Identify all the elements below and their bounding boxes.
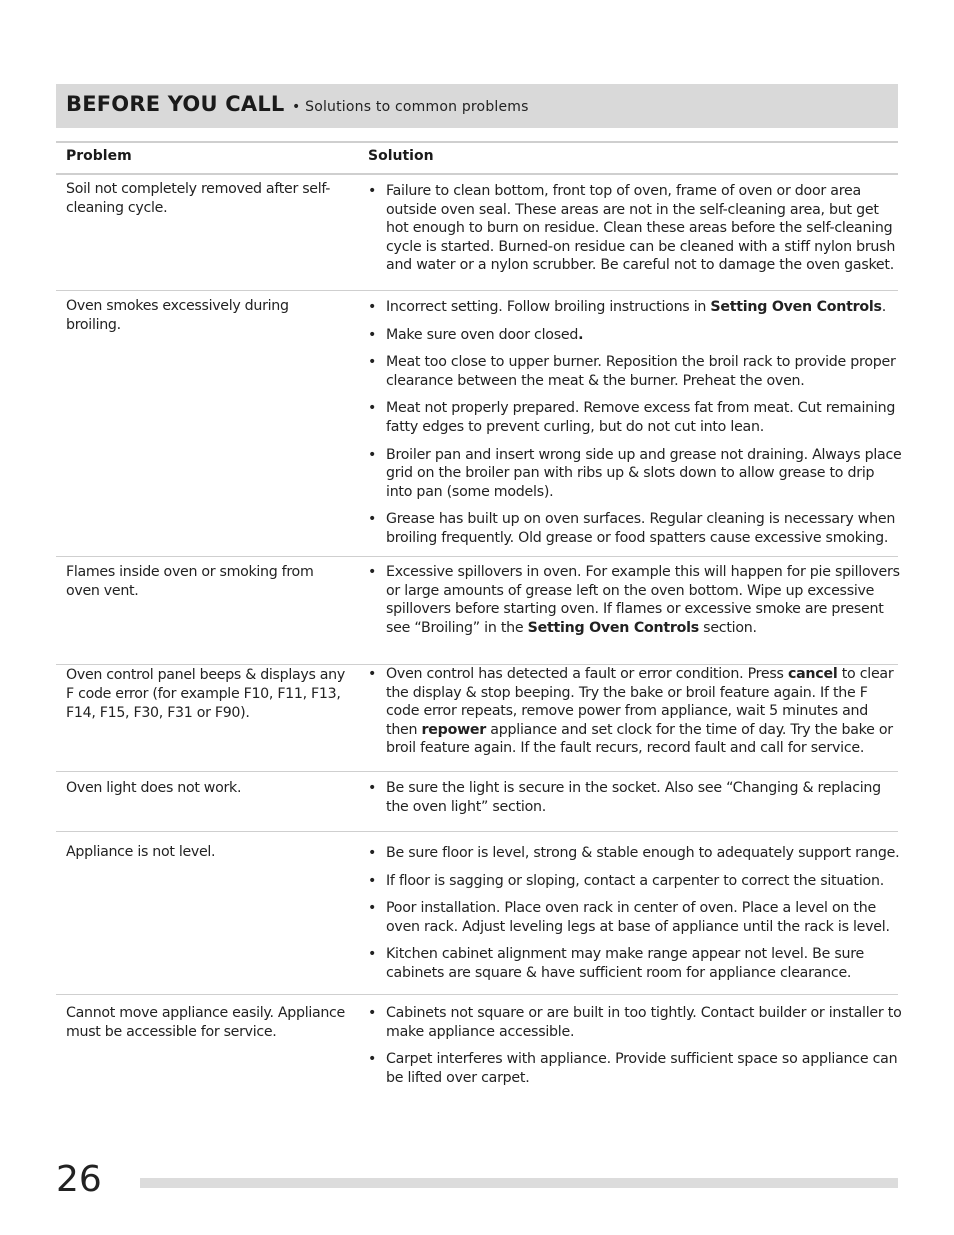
solution-item	[368, 446, 902, 502]
problem-column-header: Problem	[66, 148, 132, 164]
solution-item	[368, 353, 902, 390]
solution-text: Failure to clean bottom, front top of oven, frame of oven or door area outside oven seal. These areas are not in the self-cleaning area, but get hot enough to burn on residue. Clean these areas before the self-cleaning cycle is started. Burned-on residue can be cleaned with a stiff nylon brush and water or a nylon scrubber. Be careful not to damage the oven gasket.	[386, 183, 896, 274]
solution-emphasis: repower	[421, 721, 487, 738]
solution-text: Excessive spillovers in oven. For example this will happen for pie spillovers or large amounts of grease left on the oven bottom. Wipe up excessive spillovers before starting oven. If flames or excessive smoke are present see “Broiling” in the	[386, 564, 900, 636]
solution-text: to clear the display & stop beeping. Try the bake or broil feature again. If the F code error repeats, remove power from appliance, wait 5 minutes and then	[386, 666, 894, 738]
solution-text: Be sure the light is secure in the socket. Also see “Changing & replacing the oven light” section.	[386, 780, 881, 815]
problem-text: Soil not completely removed after self-cleaning cycle.	[66, 181, 331, 216]
solution-list	[368, 298, 902, 557]
solution-list	[368, 182, 902, 284]
footer-bar	[140, 1178, 898, 1188]
solution-text: Meat too close to upper burner. Reposition the broil rack to provide proper clearance between the meat & the burner. Preheat the oven.	[386, 354, 896, 389]
solution-text: Oven control has detected a fault or error condition. Press	[386, 666, 788, 682]
solution-text: Poor installation. Place oven rack in center of oven. Place a level on the oven rack. Adjust leveling legs at base of appliance until the rack is level.	[386, 900, 890, 935]
title-text: BEFORE YOU CALL	[66, 92, 285, 116]
solution-item	[368, 563, 902, 637]
solution-text: .	[881, 299, 886, 315]
solution-text: Meat not properly prepared. Remove excess fat from meat. Cut remaining fatty edges to prevent curling, but do not cut into lean.	[386, 400, 896, 435]
problem-text: Flames inside oven or smoking from oven vent.	[66, 564, 314, 599]
problem-text: Appliance is not level.	[66, 844, 216, 860]
section-subtitle: • Solutions to common problems	[292, 99, 529, 115]
problem-text: Cannot move appliance easily. Appliance must be accessible for service.	[66, 1005, 345, 1040]
troubleshooting-table	[56, 141, 902, 1086]
table-row	[56, 172, 898, 291]
table-row	[56, 771, 898, 832]
page-number: 26	[56, 1159, 102, 1200]
solution-text: Incorrect setting. Follow broiling instructions in	[386, 299, 711, 315]
table-header	[56, 141, 898, 175]
solution-item	[368, 1004, 902, 1041]
solution-text: section.	[698, 619, 757, 636]
section-header	[56, 84, 898, 128]
solution-text: appliance and set clock for the time of day. Try the bake or broil feature again. If the fault recurs, record fault and call for service.	[386, 721, 893, 757]
table-row	[56, 556, 898, 665]
solution-text: If floor is sagging or sloping, contact a carpenter to correct the situation.	[386, 872, 884, 889]
solution-item	[368, 326, 902, 345]
solution-text: Grease has built up on oven surfaces. Regular cleaning is necessary when broiling frequently. Old grease or food spatters cause excessive smoking.	[386, 511, 896, 546]
solution-text: Carpet interferes with appliance. Provide sufficient space so appliance can be lifted over carpet.	[386, 1051, 898, 1086]
solution-emphasis: Setting Oven Controls	[710, 299, 882, 315]
section-title	[66, 92, 529, 116]
solution-item	[368, 399, 902, 436]
problem-text: Oven control panel beeps & displays any F code error (for example F10, F11, F13, F14, F15, F30, F31 or F90).	[66, 667, 345, 721]
solution-text: Make sure oven door closed	[386, 326, 579, 343]
solution-item	[368, 182, 902, 275]
solution-list	[368, 1004, 902, 1096]
solution-text: Kitchen cabinet alignment may make range appear not level. Be sure cabinets are square & have sufficient room for appliance clearance.	[386, 946, 864, 981]
solution-column-header: Solution	[368, 148, 434, 164]
solution-text: Broiler pan and insert wrong side up and grease not draining. Always place grid on the broiler pan with ribs up & slots down to allow grease to drip into pan (some models).	[386, 446, 902, 500]
table-row	[56, 994, 902, 1104]
solution-item	[368, 872, 902, 891]
solution-text: Cabinets not square or are built in too tightly. Contact builder or installer to make appliance accessible.	[386, 1005, 902, 1040]
table-row	[56, 664, 898, 772]
solution-item	[368, 510, 902, 547]
solution-list	[368, 665, 902, 767]
solution-item	[368, 298, 902, 317]
solution-emphasis: cancel	[787, 666, 838, 682]
solution-list	[368, 844, 902, 992]
solution-list	[368, 779, 902, 825]
solution-item	[368, 779, 902, 816]
solution-emphasis: .	[578, 326, 584, 343]
solution-item	[368, 945, 902, 982]
solution-item	[368, 844, 902, 863]
solution-item	[368, 1050, 902, 1087]
problem-text: Oven smokes excessively during broiling.	[66, 298, 289, 333]
problem-text: Oven light does not work.	[66, 780, 242, 796]
table-row	[56, 290, 902, 557]
solution-item	[368, 899, 902, 936]
solution-emphasis: Setting Oven Controls	[527, 619, 699, 636]
solution-text: Be sure floor is level, strong & stable enough to adequately support range.	[386, 845, 900, 861]
solution-list	[368, 563, 902, 646]
table-row	[56, 831, 898, 995]
solution-item	[368, 665, 902, 758]
